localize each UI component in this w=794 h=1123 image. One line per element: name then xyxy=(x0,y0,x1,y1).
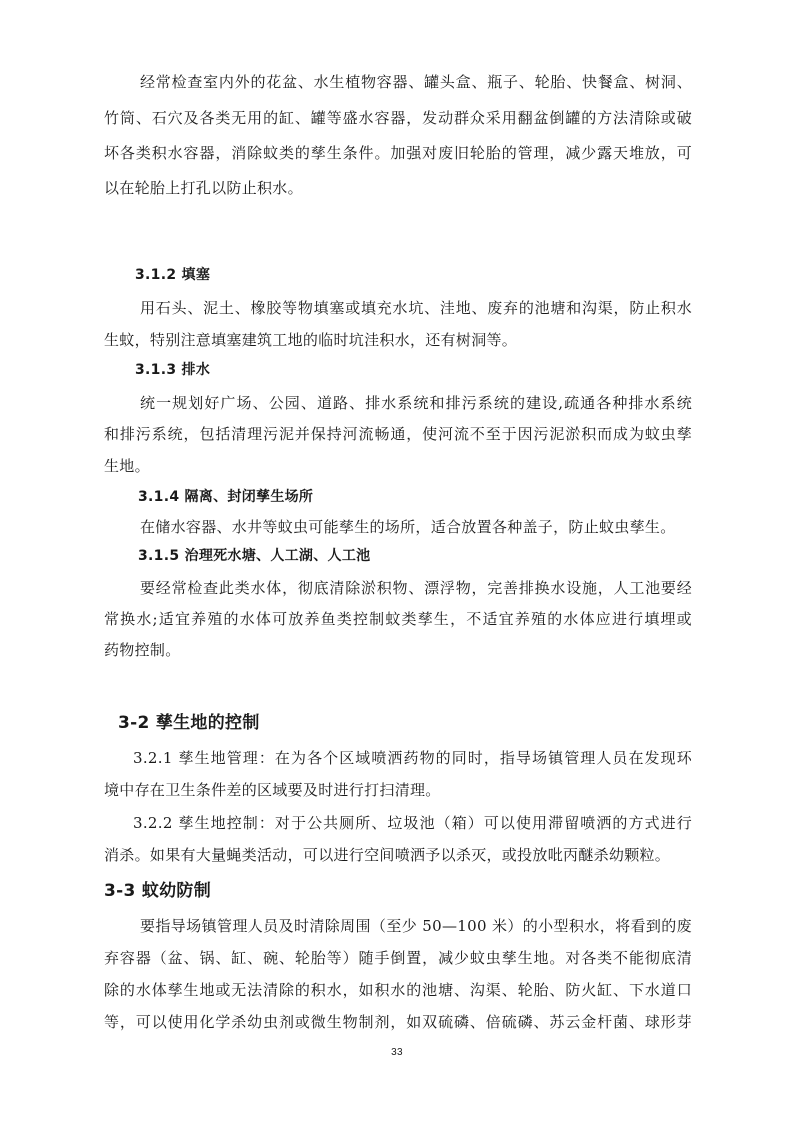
body-text-line: 生地。 xyxy=(104,457,150,475)
body-text-line: 除的水体孳生地或无法清除的积水，如积水的池塘、沟渠、轮胎、防火缸、下水道口 xyxy=(104,981,692,999)
body-text-line: 生蚊，特别注意填塞建筑工地的临时坑洼积水，还有树洞等。 xyxy=(104,331,518,349)
body-text-line: 要指导场镇管理人员及时清除周围（至少 50—100 米）的小型积水，将看到的废 xyxy=(140,917,692,935)
body-text-line: 等，可以使用化学杀幼虫剂或微生物制剂，如双硫磷、倍硫磷、苏云金杆菌、球形芽 xyxy=(104,1013,692,1031)
body-text-line: 在储水容器、水井等蚊虫可能孳生的场所，适合放置各种盖子，防止蚊虫孳生。 xyxy=(140,518,676,536)
body-text-line: 消杀。如果有大量蝇类活动，可以进行空间喷洒予以杀灭，或投放吡丙醚杀幼颗粒。 xyxy=(104,846,671,864)
body-text-line: 药物控制。 xyxy=(104,641,181,659)
body-text-line: 3.2.2 孳生地控制：对于公共厕所、垃圾池（箱）可以使用滞留喷洒的方式进行 xyxy=(133,814,692,832)
body-text-line: 用石头、泥土、橡胶等物填塞或填充水坑、洼地、废弃的池塘和沟渠，防止积水 xyxy=(140,299,692,317)
section-heading-3-1-5: 3.1.5 治理死水塘、人工湖、人工池 xyxy=(138,548,371,564)
body-text-line: 常换水;适宜养殖的水体可放养鱼类控制蚊类孳生，不适宜养殖的水体应进行填埋或 xyxy=(104,610,692,628)
section-heading-3-1-4: 3.1.4 隔离、封闭孳生场所 xyxy=(138,489,314,505)
section-heading-3-1-2: 3.1.2 填塞 xyxy=(135,267,211,283)
body-text-line: 以在轮胎上打孔以防止积水。 xyxy=(104,179,303,197)
body-text-line: 经常检查室内外的花盆、水生植物容器、罐头盒、瓶子、轮胎、快餐盒、树洞、 xyxy=(140,73,692,91)
section-heading-3-3: 3-3 蚊幼防制 xyxy=(104,881,212,901)
body-text-line: 竹筒、石穴及各类无用的缸、罐等盛水容器，发动群众采用翻盆倒罐的方法清除或破 xyxy=(104,109,692,127)
body-text-line: 境中存在卫生条件差的区域要及时进行打扫清理。 xyxy=(104,781,441,799)
section-heading-3-1-3: 3.1.3 排水 xyxy=(135,362,211,378)
section-heading-3-2: 3-2 孳生地的控制 xyxy=(118,713,260,733)
page-number: 33 xyxy=(391,1047,403,1058)
body-text-line: 坏各类积水容器，消除蚊类的孳生条件。加强对废旧轮胎的管理，减少露天堆放，可 xyxy=(104,144,692,162)
body-text-line: 弃容器（盆、锅、缸、碗、轮胎等）随手倒置，减少蚊虫孳生地。对各类不能彻底清 xyxy=(104,949,692,967)
body-text-line: 3.2.1 孳生地管理：在为各个区域喷洒药物的同时，指导场镇管理人员在发现环 xyxy=(133,749,692,767)
body-text-line: 和排污系统，包括清理污泥并保持河流畅通，使河流不至于因污泥淤积而成为蚊虫孳 xyxy=(104,425,692,443)
body-text-line: 要经常检查此类水体，彻底清除淤积物、漂浮物，完善排换水设施，人工池要经 xyxy=(140,579,692,597)
body-text-line: 统一规划好广场、公园、道路、排水系统和排污系统的建设,疏通各种排水系统 xyxy=(140,394,692,412)
